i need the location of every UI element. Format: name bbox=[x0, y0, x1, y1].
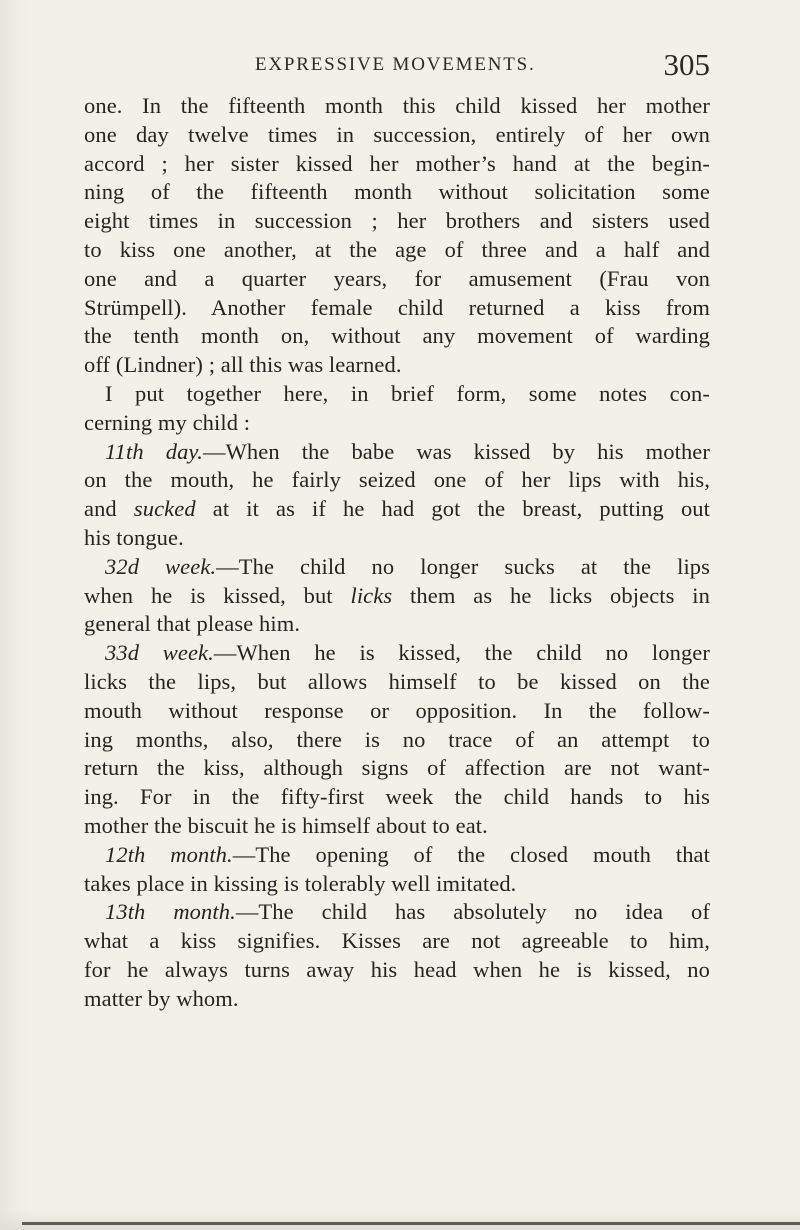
text-segment: and bbox=[84, 496, 134, 522]
text-line: one and a quarter years, for amusement (Frau von bbox=[84, 265, 710, 291]
text-line: one. In the fifteenth month this child kissed her mother bbox=[84, 93, 710, 118]
text-line-with-emphasis bbox=[84, 582, 710, 611]
entry-date-label: 13th month. bbox=[105, 899, 236, 925]
text-line: for he always turns away his head when he is kissed, no bbox=[84, 956, 710, 982]
text-line: return the kiss, although signs of affection are not want- bbox=[84, 755, 710, 781]
text-line: off (Lindner) ; all this was learned. bbox=[84, 352, 402, 378]
entry-date-label: 12th month. bbox=[105, 841, 233, 867]
text-line: the tenth month on, without any movement of warding bbox=[84, 323, 710, 349]
text-line: licks the lips, but allows himself to be kissed on the bbox=[84, 668, 710, 694]
diary-entry-line bbox=[84, 553, 710, 582]
entry-text: —When the babe was kissed by his mother bbox=[202, 438, 710, 464]
page-header bbox=[255, 44, 710, 84]
text-line: I put together here, in brief form, some notes con- bbox=[105, 380, 710, 406]
text-line: one day twelve times in succession, entirely of her own bbox=[84, 121, 710, 147]
text-line: takes place in kissing is tolerably well imitated. bbox=[84, 870, 517, 896]
text-line: accord ; her sister kissed her mother’s hand at the begin- bbox=[84, 150, 710, 176]
text-line: Strümpell). Another female child returned a kiss from bbox=[84, 294, 710, 320]
text-segment: at it as if he had got the breast, putting out bbox=[195, 496, 710, 522]
page-gutter-shadow bbox=[0, 0, 34, 1230]
text-line: ing. For in the fifty-first week the child hands to his bbox=[84, 784, 710, 810]
entry-date-label: 11th day. bbox=[105, 438, 203, 464]
running-head: EXPRESSIVE MOVEMENTS. bbox=[255, 54, 536, 75]
diary-entry-line bbox=[84, 438, 710, 467]
entry-text: —When he is kissed, the child no longer bbox=[213, 640, 710, 666]
diary-entry-line bbox=[84, 898, 710, 927]
diary-entry-line bbox=[84, 841, 710, 870]
page-body bbox=[84, 92, 710, 1014]
text-line: to kiss one another, at the age of three and a half and bbox=[84, 236, 710, 262]
text-line: mother the biscuit he is himself about to eat. bbox=[84, 812, 488, 838]
text-line: cerning my child : bbox=[84, 409, 251, 435]
text-line: his tongue. bbox=[84, 524, 184, 550]
text-line: ing months, also, there is no trace of an attempt to bbox=[84, 726, 710, 752]
text-line: what a kiss signifies. Kisses are not agreeable to him, bbox=[84, 928, 710, 954]
text-segment: them as he licks objects in bbox=[392, 582, 711, 608]
entry-date-label: 33d week. bbox=[105, 640, 214, 666]
text-line: ning of the fifteenth month without solicitation some bbox=[84, 179, 710, 205]
text-line: mouth without response or opposition. In the follow- bbox=[84, 697, 710, 723]
entry-date-label: 32d week. bbox=[105, 553, 217, 579]
entry-text: —The opening of the closed mouth that bbox=[232, 841, 710, 867]
emphasized-word: sucked bbox=[133, 496, 196, 522]
diary-entry-line bbox=[84, 639, 710, 668]
entry-text: —The child has absolutely no idea of bbox=[235, 899, 711, 925]
emphasized-word: licks bbox=[350, 582, 393, 608]
text-line: on the mouth, he fairly seized one of her lips with his, bbox=[84, 467, 710, 493]
text-line: eight times in succession ; her brothers and sisters used bbox=[84, 208, 710, 234]
text-segment: when he is kissed, but bbox=[84, 582, 351, 608]
text-line: general that please him. bbox=[84, 611, 301, 637]
bottom-edge-rule bbox=[22, 1222, 800, 1225]
entry-text: —The child no longer sucks at the lips bbox=[216, 553, 710, 579]
page-number: 305 bbox=[663, 47, 710, 82]
text-line: matter by whom. bbox=[84, 985, 239, 1011]
page-bottom-shadow bbox=[0, 1210, 800, 1230]
text-line-with-emphasis bbox=[84, 495, 710, 524]
